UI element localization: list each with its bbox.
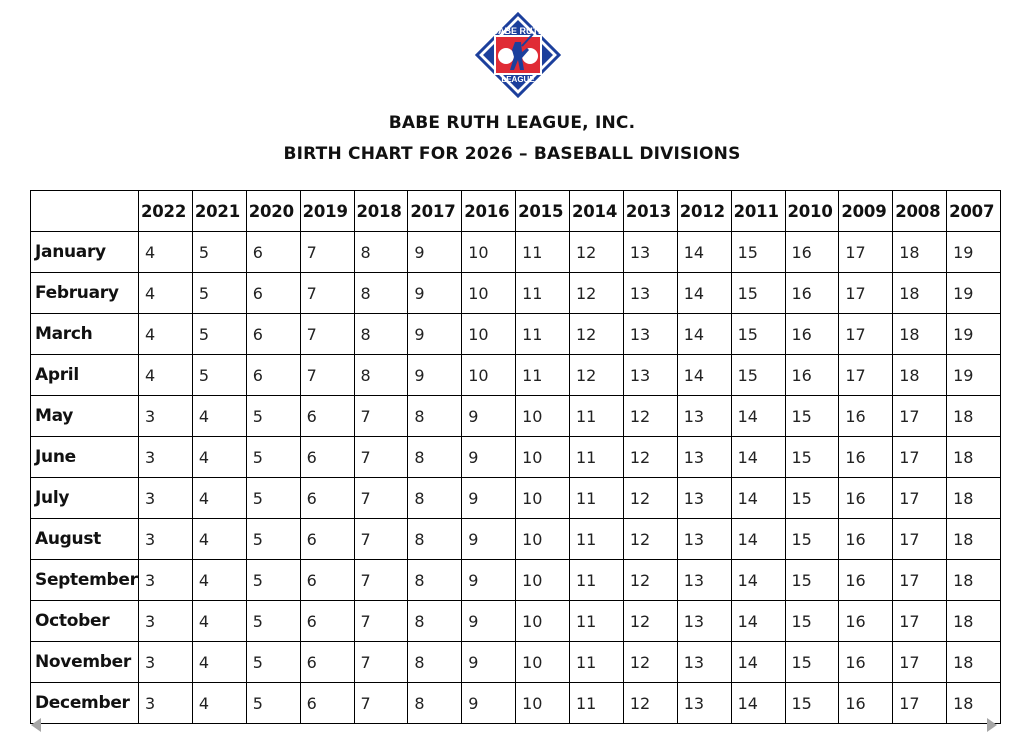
age-cell: 16 xyxy=(839,519,893,560)
month-label: February xyxy=(31,273,139,314)
age-cell: 12 xyxy=(570,355,624,396)
age-cell: 12 xyxy=(623,437,677,478)
age-cell: 14 xyxy=(677,355,731,396)
age-cell: 13 xyxy=(623,232,677,273)
age-cell: 15 xyxy=(785,478,839,519)
age-cell: 3 xyxy=(139,601,193,642)
year-column-header: 2012 xyxy=(677,191,731,232)
age-cell: 4 xyxy=(192,437,246,478)
logo-text-top: BABE RUTH xyxy=(491,26,545,36)
age-cell: 9 xyxy=(462,683,516,724)
age-cell: 18 xyxy=(947,519,1001,560)
year-column-header: 2015 xyxy=(516,191,570,232)
age-cell: 10 xyxy=(462,273,516,314)
age-cell: 12 xyxy=(623,519,677,560)
age-cell: 17 xyxy=(893,478,947,519)
age-cell: 15 xyxy=(785,601,839,642)
age-cell: 17 xyxy=(893,683,947,724)
age-cell: 14 xyxy=(731,396,785,437)
age-cell: 4 xyxy=(139,314,193,355)
month-label: December xyxy=(31,683,139,724)
month-label: August xyxy=(31,519,139,560)
table-row xyxy=(31,478,1001,519)
age-cell: 16 xyxy=(839,601,893,642)
age-cell: 11 xyxy=(570,560,624,601)
age-cell: 13 xyxy=(677,560,731,601)
age-cell: 4 xyxy=(139,355,193,396)
age-cell: 18 xyxy=(947,601,1001,642)
age-cell: 15 xyxy=(731,314,785,355)
age-cell: 8 xyxy=(408,519,462,560)
year-column-header: 2018 xyxy=(354,191,408,232)
age-cell: 7 xyxy=(300,314,354,355)
age-cell: 10 xyxy=(516,683,570,724)
age-cell: 5 xyxy=(246,560,300,601)
birth-chart-table xyxy=(30,190,1001,724)
age-cell: 17 xyxy=(839,232,893,273)
age-cell: 7 xyxy=(354,519,408,560)
age-cell: 17 xyxy=(893,560,947,601)
scroll-left-arrow-icon[interactable] xyxy=(31,718,41,732)
age-cell: 7 xyxy=(354,478,408,519)
logo-graphic xyxy=(475,12,561,98)
age-cell: 12 xyxy=(623,683,677,724)
age-cell: 9 xyxy=(462,396,516,437)
table-header-row xyxy=(31,191,1001,232)
age-cell: 12 xyxy=(623,642,677,683)
table-row xyxy=(31,642,1001,683)
age-cell: 17 xyxy=(839,355,893,396)
year-column-header: 2017 xyxy=(408,191,462,232)
age-cell: 13 xyxy=(623,355,677,396)
age-cell: 15 xyxy=(731,232,785,273)
age-cell: 15 xyxy=(731,273,785,314)
age-cell: 9 xyxy=(462,560,516,601)
age-cell: 19 xyxy=(947,314,1001,355)
age-cell: 14 xyxy=(731,683,785,724)
age-cell: 6 xyxy=(300,437,354,478)
age-cell: 5 xyxy=(246,437,300,478)
age-cell: 3 xyxy=(139,683,193,724)
age-cell: 16 xyxy=(785,232,839,273)
age-cell: 15 xyxy=(785,642,839,683)
age-cell: 14 xyxy=(677,273,731,314)
age-cell: 9 xyxy=(462,519,516,560)
age-cell: 5 xyxy=(246,601,300,642)
age-cell: 9 xyxy=(462,437,516,478)
age-cell: 5 xyxy=(246,683,300,724)
year-column-header: 2021 xyxy=(192,191,246,232)
year-column-header: 2010 xyxy=(785,191,839,232)
age-cell: 5 xyxy=(192,232,246,273)
age-cell: 14 xyxy=(731,437,785,478)
age-cell: 6 xyxy=(300,560,354,601)
age-cell: 9 xyxy=(408,232,462,273)
age-cell: 3 xyxy=(139,396,193,437)
age-cell: 14 xyxy=(731,519,785,560)
age-cell: 5 xyxy=(192,273,246,314)
month-label: April xyxy=(31,355,139,396)
age-cell: 11 xyxy=(570,683,624,724)
age-cell: 12 xyxy=(623,396,677,437)
age-cell: 16 xyxy=(839,478,893,519)
year-column-header: 2020 xyxy=(246,191,300,232)
age-cell: 3 xyxy=(139,519,193,560)
year-column-header: 2011 xyxy=(731,191,785,232)
year-column-header: 2014 xyxy=(570,191,624,232)
month-label: March xyxy=(31,314,139,355)
age-cell: 7 xyxy=(354,560,408,601)
age-cell: 7 xyxy=(354,437,408,478)
age-cell: 4 xyxy=(192,683,246,724)
age-cell: 18 xyxy=(947,437,1001,478)
age-cell: 6 xyxy=(300,519,354,560)
age-cell: 16 xyxy=(785,314,839,355)
age-cell: 5 xyxy=(192,314,246,355)
age-cell: 10 xyxy=(462,232,516,273)
age-cell: 3 xyxy=(139,642,193,683)
table-corner-cell xyxy=(31,191,139,232)
age-cell: 10 xyxy=(516,642,570,683)
age-cell: 11 xyxy=(570,601,624,642)
age-cell: 6 xyxy=(300,642,354,683)
age-cell: 5 xyxy=(246,478,300,519)
age-cell: 12 xyxy=(570,273,624,314)
age-cell: 16 xyxy=(839,642,893,683)
age-cell: 4 xyxy=(139,273,193,314)
age-cell: 4 xyxy=(192,642,246,683)
age-cell: 12 xyxy=(570,232,624,273)
logo-text-bottom: LEAGUE xyxy=(501,75,535,84)
age-cell: 6 xyxy=(300,396,354,437)
age-cell: 13 xyxy=(677,683,731,724)
age-cell: 8 xyxy=(408,478,462,519)
age-cell: 7 xyxy=(300,232,354,273)
age-cell: 4 xyxy=(192,396,246,437)
age-cell: 8 xyxy=(408,642,462,683)
age-cell: 6 xyxy=(246,273,300,314)
age-cell: 13 xyxy=(677,519,731,560)
age-cell: 10 xyxy=(516,478,570,519)
age-cell: 14 xyxy=(677,232,731,273)
age-cell: 6 xyxy=(246,355,300,396)
age-cell: 4 xyxy=(192,478,246,519)
age-cell: 3 xyxy=(139,478,193,519)
age-cell: 6 xyxy=(246,232,300,273)
age-cell: 15 xyxy=(785,437,839,478)
age-cell: 9 xyxy=(462,478,516,519)
age-cell: 17 xyxy=(893,601,947,642)
age-cell: 17 xyxy=(893,396,947,437)
age-cell: 17 xyxy=(839,273,893,314)
age-cell: 9 xyxy=(408,273,462,314)
age-cell: 12 xyxy=(623,601,677,642)
age-cell: 11 xyxy=(570,396,624,437)
age-cell: 8 xyxy=(354,232,408,273)
age-cell: 5 xyxy=(246,519,300,560)
age-cell: 8 xyxy=(408,437,462,478)
age-cell: 6 xyxy=(246,314,300,355)
age-cell: 13 xyxy=(677,396,731,437)
age-cell: 5 xyxy=(246,396,300,437)
age-cell: 10 xyxy=(462,314,516,355)
age-cell: 12 xyxy=(623,478,677,519)
age-cell: 9 xyxy=(462,642,516,683)
age-cell: 11 xyxy=(516,273,570,314)
age-cell: 9 xyxy=(462,601,516,642)
age-cell: 16 xyxy=(785,273,839,314)
age-cell: 16 xyxy=(839,560,893,601)
age-cell: 13 xyxy=(677,478,731,519)
age-cell: 10 xyxy=(516,560,570,601)
table-row xyxy=(31,519,1001,560)
age-cell: 7 xyxy=(354,683,408,724)
organization-title: BABE RUTH LEAGUE, INC. xyxy=(388,113,636,133)
age-cell: 15 xyxy=(785,560,839,601)
age-cell: 18 xyxy=(947,396,1001,437)
table-row xyxy=(31,396,1001,437)
age-cell: 15 xyxy=(785,396,839,437)
age-cell: 17 xyxy=(893,519,947,560)
age-cell: 11 xyxy=(516,314,570,355)
age-cell: 18 xyxy=(947,478,1001,519)
age-cell: 7 xyxy=(300,273,354,314)
age-cell: 6 xyxy=(300,683,354,724)
age-cell: 11 xyxy=(570,519,624,560)
age-cell: 11 xyxy=(570,642,624,683)
month-label: July xyxy=(31,478,139,519)
age-cell: 14 xyxy=(731,642,785,683)
age-cell: 10 xyxy=(516,519,570,560)
year-column-header: 2016 xyxy=(462,191,516,232)
age-cell: 16 xyxy=(839,437,893,478)
age-cell: 8 xyxy=(408,396,462,437)
age-cell: 4 xyxy=(192,601,246,642)
age-cell: 15 xyxy=(785,519,839,560)
age-cell: 16 xyxy=(839,396,893,437)
age-cell: 14 xyxy=(731,601,785,642)
age-cell: 16 xyxy=(839,683,893,724)
age-cell: 18 xyxy=(947,683,1001,724)
table-row xyxy=(31,683,1001,724)
age-cell: 5 xyxy=(246,642,300,683)
age-cell: 7 xyxy=(354,396,408,437)
month-label: September xyxy=(31,560,139,601)
age-cell: 14 xyxy=(731,560,785,601)
age-cell: 16 xyxy=(785,355,839,396)
age-cell: 15 xyxy=(731,355,785,396)
age-cell: 10 xyxy=(516,396,570,437)
age-cell: 19 xyxy=(947,232,1001,273)
age-cell: 18 xyxy=(947,560,1001,601)
age-cell: 10 xyxy=(516,601,570,642)
age-cell: 17 xyxy=(893,437,947,478)
age-cell: 8 xyxy=(408,560,462,601)
age-cell: 12 xyxy=(623,560,677,601)
age-cell: 6 xyxy=(300,478,354,519)
table-row xyxy=(31,560,1001,601)
age-cell: 11 xyxy=(516,232,570,273)
age-cell: 18 xyxy=(893,273,947,314)
table-row xyxy=(31,601,1001,642)
age-cell: 18 xyxy=(893,314,947,355)
age-cell: 6 xyxy=(300,601,354,642)
month-label: June xyxy=(31,437,139,478)
age-cell: 17 xyxy=(893,642,947,683)
age-cell: 7 xyxy=(354,642,408,683)
age-cell: 5 xyxy=(192,355,246,396)
age-cell: 13 xyxy=(623,314,677,355)
year-column-header: 2013 xyxy=(623,191,677,232)
age-cell: 3 xyxy=(139,437,193,478)
year-column-header: 2008 xyxy=(893,191,947,232)
age-cell: 11 xyxy=(570,478,624,519)
age-cell: 4 xyxy=(139,232,193,273)
year-column-header: 2009 xyxy=(839,191,893,232)
table-row xyxy=(31,314,1001,355)
month-label: November xyxy=(31,642,139,683)
month-label: January xyxy=(31,232,139,273)
age-cell: 9 xyxy=(408,355,462,396)
age-cell: 4 xyxy=(192,519,246,560)
scroll-right-arrow-icon[interactable] xyxy=(987,718,997,732)
age-cell: 18 xyxy=(893,232,947,273)
year-column-header: 2019 xyxy=(300,191,354,232)
age-cell: 12 xyxy=(570,314,624,355)
age-cell: 7 xyxy=(300,355,354,396)
age-cell: 18 xyxy=(947,642,1001,683)
age-cell: 14 xyxy=(677,314,731,355)
age-cell: 9 xyxy=(408,314,462,355)
chart-title: BIRTH CHART FOR 2026 – BASEBALL DIVISIONS xyxy=(283,144,741,164)
age-cell: 13 xyxy=(677,601,731,642)
age-cell: 7 xyxy=(354,601,408,642)
babe-ruth-league-logo xyxy=(475,12,561,98)
age-cell: 3 xyxy=(139,560,193,601)
age-cell: 13 xyxy=(677,642,731,683)
age-cell: 17 xyxy=(839,314,893,355)
age-cell: 8 xyxy=(354,314,408,355)
age-cell: 10 xyxy=(516,437,570,478)
age-cell: 8 xyxy=(408,601,462,642)
age-cell: 13 xyxy=(623,273,677,314)
age-cell: 19 xyxy=(947,355,1001,396)
table-row xyxy=(31,273,1001,314)
table-row xyxy=(31,437,1001,478)
age-cell: 11 xyxy=(516,355,570,396)
month-label: October xyxy=(31,601,139,642)
year-column-header: 2022 xyxy=(139,191,193,232)
table-row xyxy=(31,232,1001,273)
age-cell: 19 xyxy=(947,273,1001,314)
age-cell: 10 xyxy=(462,355,516,396)
month-label: May xyxy=(31,396,139,437)
age-cell: 14 xyxy=(731,478,785,519)
age-cell: 11 xyxy=(570,437,624,478)
age-cell: 8 xyxy=(408,683,462,724)
year-column-header: 2007 xyxy=(947,191,1001,232)
age-cell: 4 xyxy=(192,560,246,601)
age-cell: 8 xyxy=(354,273,408,314)
table-row xyxy=(31,355,1001,396)
age-cell: 18 xyxy=(893,355,947,396)
age-cell: 8 xyxy=(354,355,408,396)
age-cell: 15 xyxy=(785,683,839,724)
age-cell: 13 xyxy=(677,437,731,478)
